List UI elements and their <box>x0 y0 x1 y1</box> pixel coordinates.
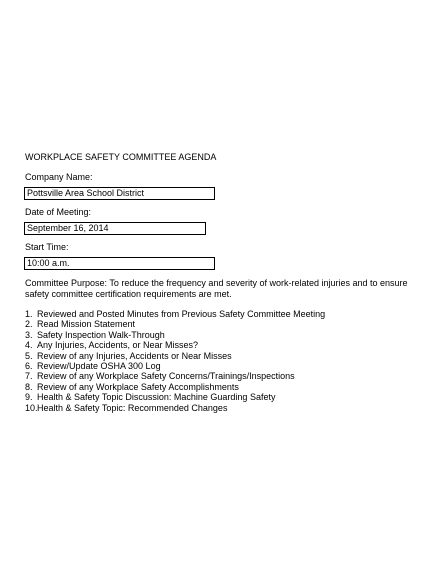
agenda-item <box>25 340 325 350</box>
agenda-item-text: Health & Safety Topic: Recommended Changes <box>37 402 228 413</box>
company-name-field[interactable]: Pottsville Area School District <box>24 187 215 200</box>
date-of-meeting-label: Date of Meeting: <box>25 207 92 217</box>
date-of-meeting-field[interactable]: September 16, 2014 <box>24 222 206 235</box>
agenda-item <box>25 392 325 402</box>
agenda-item <box>25 403 325 413</box>
agenda-item-number: 4. <box>25 340 33 351</box>
agenda-item-text: Reviewed and Posted Minutes from Previous Safety Committee Meeting <box>37 309 326 319</box>
agenda-item-text: Review/Update OSHA 300 Log <box>37 361 161 372</box>
agenda-item-number: 10. <box>25 402 38 413</box>
agenda-item-number: 2. <box>25 319 33 330</box>
agenda-item <box>25 330 325 340</box>
agenda-item <box>25 361 325 371</box>
agenda-item-number: 8. <box>25 381 33 392</box>
agenda-item <box>25 351 325 361</box>
agenda-item-text: Review of any Workplace Safety Concerns/Trainings/Inspections <box>37 371 295 382</box>
agenda-item-number: 9. <box>25 392 33 403</box>
agenda-item-text: Read Mission Statement <box>37 319 136 330</box>
agenda-item-text: Health & Safety Topic Discussion: Machine Guarding Safety <box>37 392 276 403</box>
agenda-item-text: Any Injuries, Accidents, or Near Misses? <box>37 340 199 351</box>
committee-purpose: Committee Purpose: To reduce the frequency and severity of work-related injuries and to ensure safety committee certification requirements are met. <box>25 278 408 299</box>
agenda-item <box>25 371 325 381</box>
agenda-item <box>25 319 325 329</box>
document-title: WORKPLACE SAFETY COMMITTEE AGENDA <box>25 152 217 162</box>
agenda-item <box>25 309 325 319</box>
agenda-item-number: 7. <box>25 371 33 382</box>
start-time-field[interactable]: 10:00 a.m. <box>24 257 215 270</box>
agenda-item-text: Review of any Workplace Safety Accomplishments <box>37 381 239 392</box>
agenda-item-number: 5. <box>25 350 33 361</box>
start-time-label: Start Time: <box>25 242 69 252</box>
company-name-label: Company Name: <box>25 172 93 182</box>
agenda-item-text: Review of any Injuries, Accidents or Near Misses <box>37 350 232 361</box>
agenda-item-number: 6. <box>25 361 33 372</box>
agenda-item-number: 1. <box>25 309 33 319</box>
agenda-item-number: 3. <box>25 329 33 340</box>
agenda-list <box>25 309 325 413</box>
agenda-item <box>25 382 325 392</box>
agenda-item-text: Safety Inspection Walk-Through <box>37 329 165 340</box>
